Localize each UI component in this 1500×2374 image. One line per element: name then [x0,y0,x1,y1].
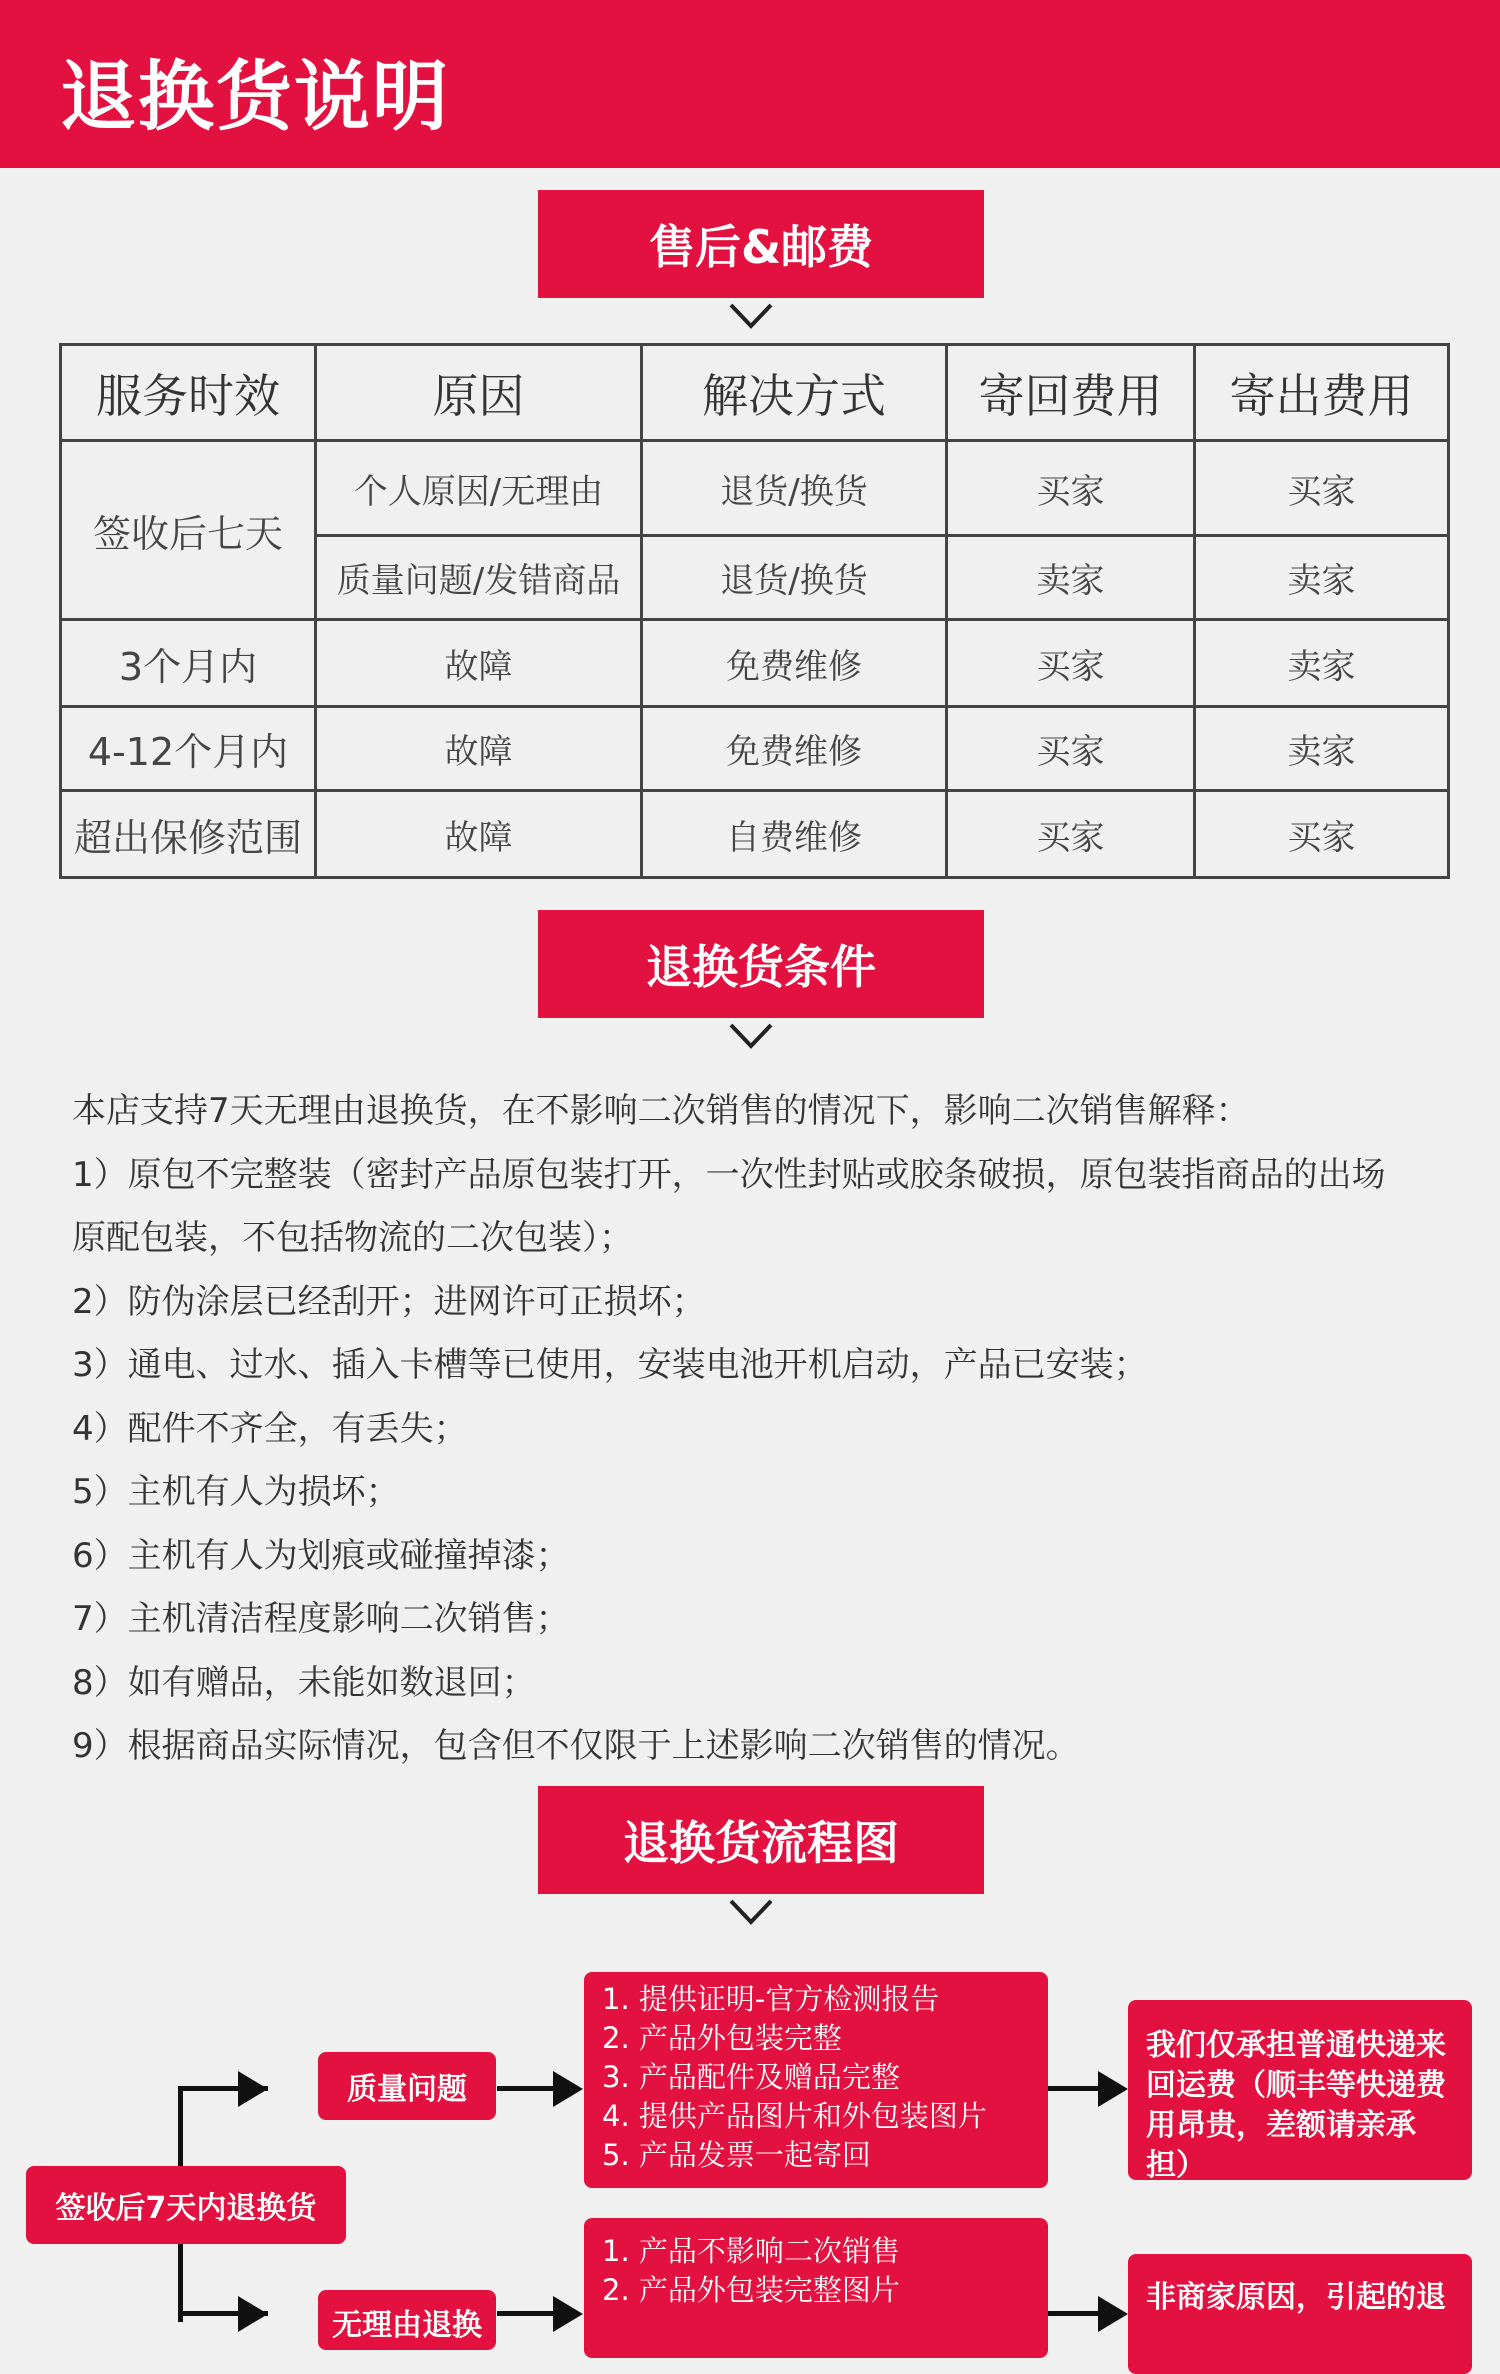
table-header-row [61,345,1449,441]
flow-quality-box: 质量问题 [318,2052,496,2120]
flow-quality-requirements [584,1972,1048,2188]
list-item: 1. 提供证明-官方检测报告 [602,1982,940,2016]
conditions-intro: 本店支持7天无理由退换货，在不影响二次销售的情况下，影响二次销售解释： [72,1091,1250,1131]
table-cell-send-fee: 卖家 [1195,620,1449,707]
list-item: 8）如有赠品，未能如数退回； [72,1662,536,1703]
table-cell-reason: 质量问题/发错商品 [316,536,642,620]
table-header: 解决方式 [642,345,947,441]
table-cell-solution: 免费维修 [642,620,947,707]
table-cell-period: 超出保修范围 [61,791,316,878]
list-item: 2. 产品外包装完整 [602,2021,842,2055]
table-cell-return-fee: 卖家 [947,536,1195,620]
conditions-list [72,1080,1452,1779]
table-cell-reason: 故障 [316,707,642,791]
table-row [61,441,1449,536]
list-item: 1）原包不完整装（密封产品原包装打开，一次性封贴或胶条破损，原包装指商品的出场 [72,1154,1386,1195]
arrow-right-icon [1098,2071,1128,2107]
list-item: 9）根据商品实际情况，包含但不仅限于上述影响二次销售的情况。 [72,1726,1080,1766]
list-item: 3）通电、过水、插入卡槽等已使用，安装电池开机启动，产品已安装； [72,1345,1148,1385]
flow-no-reason-requirements [584,2218,1048,2358]
list-item: 4. 提供产品图片和外包装图片 [602,2099,987,2133]
table-row [61,707,1449,791]
page-title: 退换货说明 [60,52,450,141]
flow-no-reason-box: 无理由退换 [318,2290,496,2350]
chevron-down-icon [728,302,774,330]
after-sales-table [59,343,1450,879]
section-title-after-sales: 售后&邮费 [538,190,984,298]
table-header: 服务时效 [61,345,316,441]
table-cell-return-fee: 买家 [947,620,1195,707]
section-title-flow: 退换货流程图 [538,1786,984,1894]
chevron-down-icon [728,1022,774,1050]
flow-line [497,2311,557,2316]
flow-start-box: 签收后7天内退换货 [26,2166,346,2244]
table-header: 寄回费用 [947,345,1195,441]
list-item: 6）主机有人为划痕或碰撞掉漆； [72,1535,570,1576]
flow-line [497,2086,557,2091]
arrow-right-icon [1098,2296,1128,2332]
list-item: 1. 产品不影响二次销售 [602,2234,900,2268]
arrow-right-icon [238,2296,268,2332]
table-cell-send-fee: 买家 [1195,441,1449,536]
table-cell-period: 4-12个月内 [61,707,316,791]
list-item: 3. 产品配件及赠品完整 [602,2060,900,2094]
table-row [61,620,1449,707]
page-header [0,0,1500,168]
list-item: 原配包装，不包括物流的二次包装）； [72,1218,633,1258]
table-cell-send-fee: 卖家 [1195,707,1449,791]
table-cell-reason: 故障 [316,791,642,878]
table-cell-return-fee: 买家 [947,707,1195,791]
table-cell-period: 签收后七天 [61,441,316,620]
arrow-right-icon [553,2296,583,2332]
table-cell-reason: 故障 [316,620,642,707]
list-item: 5. 产品发票一起寄回 [602,2138,871,2172]
table-cell-send-fee: 买家 [1195,791,1449,878]
flow-diagram [0,1960,1500,2343]
table-cell-solution: 退货/换货 [642,441,947,536]
list-item: 7）主机清洁程度影响二次销售； [72,1599,570,1639]
table-cell-period: 3个月内 [61,620,316,707]
table-cell-send-fee: 卖家 [1195,536,1449,620]
table-cell-solution: 免费维修 [642,707,947,791]
list-item: 2）防伪涂层已经刮开；进网许可正损坏； [72,1281,706,1322]
table-header: 寄出费用 [1195,345,1449,441]
table-row [61,791,1449,878]
list-item: 4）配件不齐全，有丢失； [72,1408,468,1449]
section-title-conditions: 退换货条件 [538,910,984,1018]
flow-quality-note: 我们仅承担普通快递来回运费（顺丰等快递费用昂贵，差额请亲承担） [1128,2000,1472,2180]
table-header: 原因 [316,345,642,441]
flow-no-reason-note: 非商家原因，引起的退 [1128,2254,1472,2374]
table-cell-solution: 自费维修 [642,791,947,878]
chevron-down-icon [728,1898,774,1926]
table-cell-return-fee: 买家 [947,791,1195,878]
arrow-right-icon [553,2071,583,2107]
list-item: 5）主机有人为损坏； [72,1472,400,1512]
table-cell-reason: 个人原因/无理由 [316,441,642,536]
table-cell-return-fee: 买家 [947,441,1195,536]
table-cell-solution: 退货/换货 [642,536,947,620]
arrow-right-icon [238,2071,268,2107]
list-item: 2. 产品外包装完整图片 [602,2273,900,2307]
